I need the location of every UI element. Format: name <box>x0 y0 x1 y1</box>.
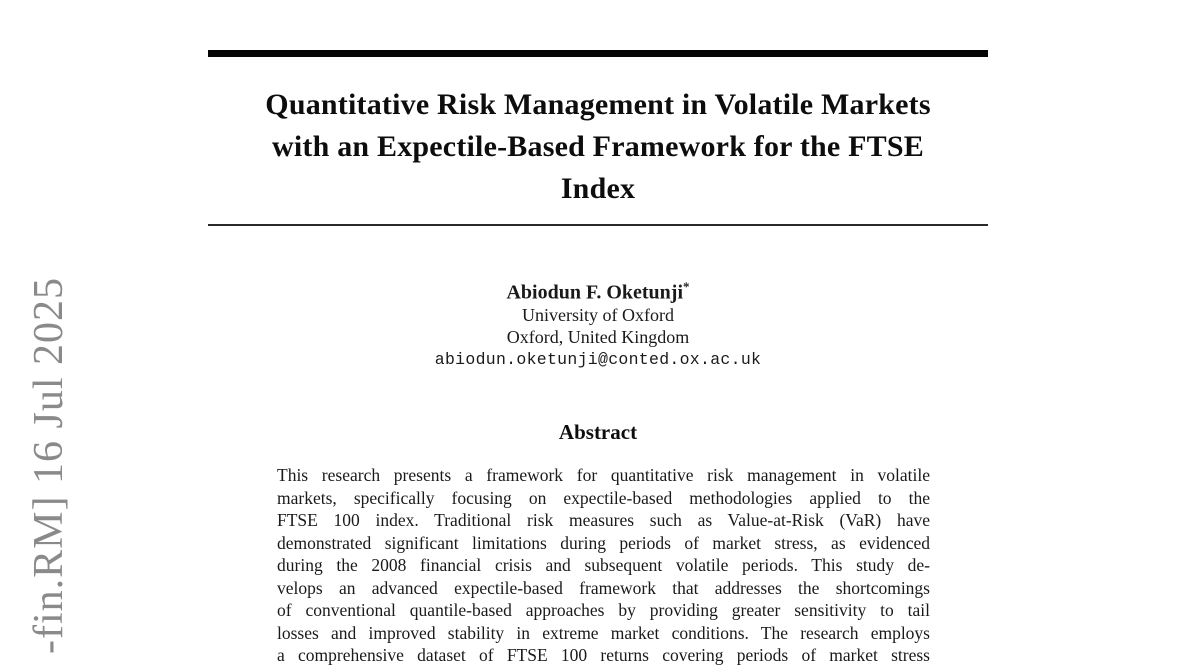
author-location: Oxford, United Kingdom <box>506 326 690 347</box>
abstract-line: This research presents a framework for quantitative risk management in volatile <box>277 465 930 485</box>
abstract-line: of conventional quantile-based approaches by providing greater sensitivity to tail <box>277 600 930 620</box>
author-name <box>208 276 988 304</box>
abstract-paragraph <box>277 464 930 667</box>
paper-title-line-1: Quantitative Risk Management in Volatile Markets <box>265 88 931 121</box>
arxiv-margin-stamp: -fin.RM] 16 Jul 2025 <box>26 277 72 654</box>
abstract-line: FTSE 100 index. Traditional risk measures such as Value-at-Risk (VaR) have <box>277 510 930 530</box>
author-footnote-mark: * <box>683 279 690 294</box>
paper-title-line-3: Index <box>560 172 636 205</box>
abstract-line: losses and improved stability in extreme market conditions. The research employs <box>277 622 930 643</box>
abstract-line-clipped: a comprehensive dataset of FTSE 100 returns covering periods of market stress <box>277 645 930 665</box>
abstract-line: demonstrated significant limitations during periods of market stress, as evidenced <box>277 532 930 553</box>
abstract-line: velops an advanced expectile-based framework that addresses the shortcomings <box>277 577 930 598</box>
author-email: abiodun.oketunji@conted.ox.ac.uk <box>434 349 762 369</box>
author-name-text: Abiodun F. Oketunji <box>506 281 684 304</box>
paper-title <box>208 84 988 210</box>
author-block <box>208 276 988 371</box>
abstract-heading: Abstract <box>558 420 638 444</box>
abstract-line: during the 2008 financial crisis and subsequent volatile periods. This study de- <box>277 555 930 575</box>
author-affiliation: University of Oxford <box>522 304 674 325</box>
abstract-line: markets, specifically focusing on expectile-based methodologies applied to the <box>277 487 930 508</box>
title-separator-rule <box>208 224 988 226</box>
paper-title-line-2: with an Expectile-Based Framework for the FTSE <box>272 130 924 163</box>
top-thick-rule <box>208 50 988 57</box>
